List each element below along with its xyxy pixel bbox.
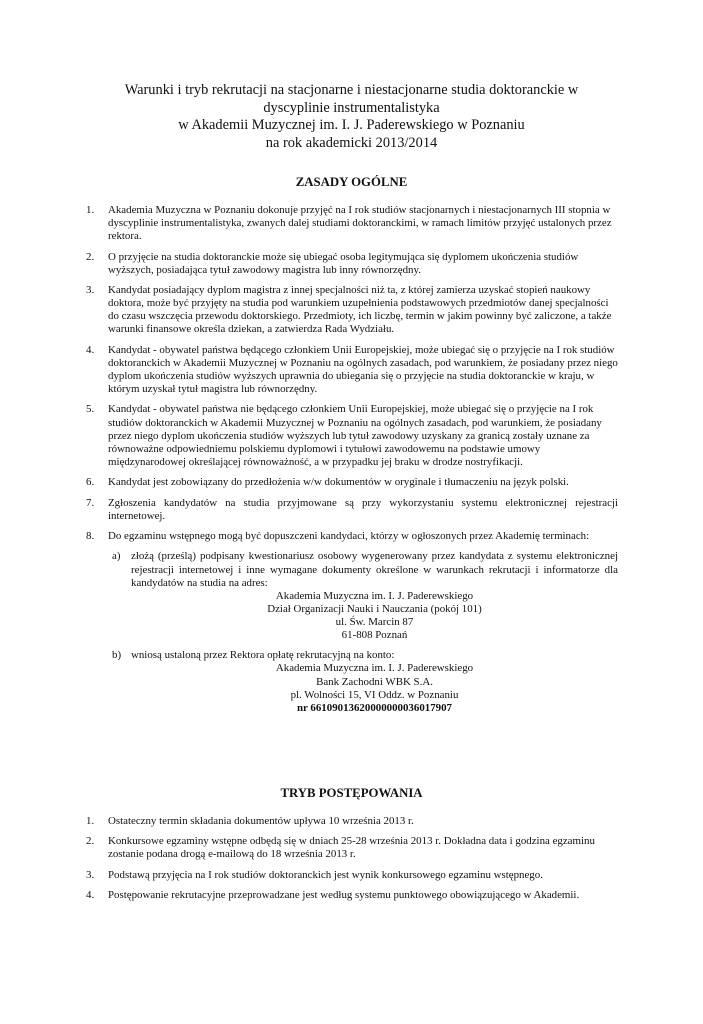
sub-item-number: b) xyxy=(112,649,122,662)
bank-address xyxy=(131,662,618,714)
address-line: Dział Organizacji Nauki i Nauczania (pokój 101) xyxy=(267,602,482,615)
list-item xyxy=(86,284,618,336)
item-text: Kandydat posiadający dyplom magistra z innej specjalności niż ta, z której zamierza uzyskać stopień naukowy doktora, może być przyjęty na studia pod warunkiem uzupełnienia podstawowych przedmiotów danej specjalności do czasu wszczęcia przewodu doktorskiego. Przedmioty, ich liczbę, termin w jakim powinny być zaliczone, a także warunki finansowe określa dziekan, a zatwierdza Rada Wydziału. xyxy=(108,284,612,336)
address-line: Akademia Muzyczna im. I. J. Paderewskiego xyxy=(275,662,474,675)
list-item xyxy=(86,530,618,715)
sub-item-text: złożą (prześlą) podpisany kwestionariusz osobowy wygenerowany przez kandydata z systemu elektronicznej rejestracji internetowej i inne wymagane dokumenty określone w warunkach rekrutacji i informatorze dla kandydatów na studia na adres: xyxy=(131,550,618,589)
item-text: Zgłoszenia kandydatów na studia przyjmowane są przy wykorzystaniu systemu elektronicznej rejestracji internetowej. xyxy=(108,496,618,522)
list-item xyxy=(86,251,618,277)
document-title xyxy=(60,82,643,152)
item-text: Do egzaminu wstępnego mogą być dopuszczeni kandydaci, którzy w ogłoszonych przez Akademię terminach: xyxy=(108,530,590,543)
item-text: O przyjęcie na studia doktoranckie może się ubiegać osoba legitymująca się dyplomem ukończenia studiów wyższych, posiadająca tytuł zawodowy magistra lub inny równorzędny. xyxy=(108,250,579,276)
item-text: Kandydat jest zobowiązany do przedłożenia w/w dokumentów w oryginale i tłumaczeniu na język polski. xyxy=(108,476,569,489)
item-number: 2. xyxy=(86,835,95,848)
section-heading-general-rules: ZASADY OGÓLNE xyxy=(295,175,408,189)
sub-item-a xyxy=(108,550,618,642)
item-text: Akademia Muzyczna w Poznaniu dokonuje przyjęć na I rok studiów stacjonarnych i niestacjonarnych III stopnia w dyscyplinie instrumentalistyka, zwanych dalej studiami doktoranckimi, w ramach limitów przyjęć ustalonych przez rektora. xyxy=(108,204,612,243)
item-number: 6. xyxy=(86,476,95,489)
item-text: Ostateczny termin składania dokumentów upływa 10 września 2013 r. xyxy=(108,815,414,827)
bank-account-number: nr 66109013620000000036017907 xyxy=(297,701,452,714)
item-number: 1. xyxy=(86,204,95,216)
list-item xyxy=(86,403,618,468)
title-line: Warunki i tryb rekrutacji na stacjonarne i niestacjonarne studia doktoranckie w xyxy=(124,82,579,98)
item-text: Kandydat - obywatel państwa będącego członkiem Unii Europejskiej, może ubiegać się o przyjęcie na I rok studiów doktoranckich w Akademii Muzycznej w Poznaniu na ogólnych zasadach, pod warunkiem, że posiadany przez niego dyplom ukończenia studiów wyższych uprawnia do ubiegania się o przyjęcie na studia doktoranckie w kraju, w którym uzyskał tytuł magistra lub równorzędny. xyxy=(108,343,618,396)
address-line: Bank Zachodni WBK S.A. xyxy=(316,675,433,688)
list-item xyxy=(86,835,618,861)
general-rules-list xyxy=(86,204,618,722)
sub-item-text: wniosą ustaloną przez Rektora opłatę rekrutacyjną na konto: xyxy=(131,649,395,662)
sub-item-number: a) xyxy=(112,550,121,563)
title-line: na rok akademicki 2013/2014 xyxy=(265,134,438,151)
title-line: dyscyplinie instrumentalistyka xyxy=(263,99,440,116)
address-line: 61-808 Poznań xyxy=(341,629,408,641)
item-number: 7. xyxy=(86,496,95,509)
list-item xyxy=(86,869,618,882)
list-item xyxy=(86,889,618,902)
list-item xyxy=(86,204,618,243)
section-heading-procedure: TRYB POSTĘPOWANIA xyxy=(280,786,423,800)
item-text: Postępowanie rekrutacyjne przeprowadzane jest według systemu punktowego obowiązującego w Akademii. xyxy=(108,889,580,902)
item-number: 4. xyxy=(86,343,95,356)
item-number: 1. xyxy=(86,815,95,827)
item-number: 5. xyxy=(86,403,95,416)
address-line: ul. Św. Marcin 87 xyxy=(335,615,414,628)
item-text: Podstawą przyjęcia na I rok studiów doktoranckich jest wynik konkursowego egzaminu wstępnego. xyxy=(108,868,543,881)
list-item xyxy=(86,344,618,396)
sub-item-b xyxy=(108,649,618,714)
item-number: 2. xyxy=(86,250,95,263)
address-line: pl. Wolności 15, VI Oddz. w Poznaniu xyxy=(290,688,459,701)
procedure-list xyxy=(86,815,618,910)
item-number: 3. xyxy=(86,868,95,881)
list-item xyxy=(86,497,618,523)
list-item xyxy=(86,815,618,828)
item-number: 4. xyxy=(86,889,95,902)
item-text: Kandydat - obywatel państwa nie będącego członkiem Unii Europejskiej, może ubiegać się o przyjęcie na I rok studiów doktoranckich w Akademii Muzycznej w Poznaniu na ogólnych zasadach, pod warunkiem, że posiadany przez niego dyplom ukończenia studiów wyższych lub tytuł zawodowy uzyskany za granicą zostały uznane za równoważne odpowiedniemu polskiemu dyplomowi i tytułowi zawodowemu na podstawie umowy międzynarodowej określającej równoważność, a w przypadku jej braku w drodze nostryfikacji. xyxy=(108,403,602,468)
title-line: w Akademii Muzycznej im. I. J. Paderewskiego w Poznaniu xyxy=(178,117,525,133)
item-number: 8. xyxy=(86,530,95,543)
item-text: Konkursowe egzaminy wstępne odbędą się w dniach 25-28 września 2013 r. Dokładna data i godzina egzaminu zostanie podana drogą e-mailową do 18 września 2013 r. xyxy=(108,835,595,861)
mailing-address xyxy=(131,590,618,642)
address-line: Akademia Muzyczna im. I. J. Paderewskiego xyxy=(275,589,474,602)
list-item xyxy=(86,476,618,489)
item-number: 3. xyxy=(86,284,95,297)
